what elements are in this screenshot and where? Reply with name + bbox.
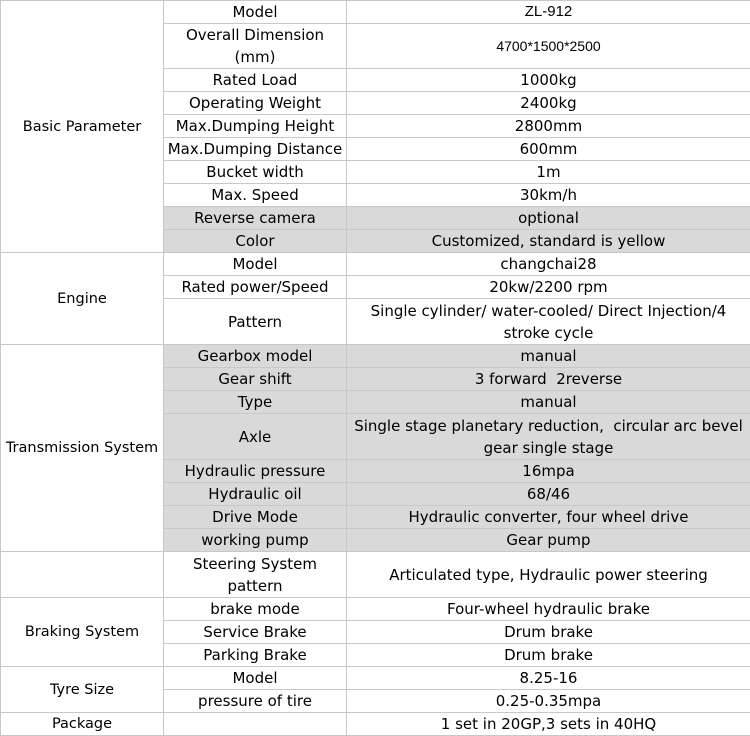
spec-label: Type [164,391,347,414]
table-row [1,552,750,598]
spec-value: 30km/h [347,184,750,207]
spec-value [347,299,750,345]
section-basic-parameter: Basic Parameter [1,1,164,253]
spec-value: Drum brake [347,621,750,644]
section-steering [1,552,164,598]
spec-label: working pump [164,529,347,552]
spec-value: Drum brake [347,644,750,667]
table-row [1,1,750,24]
spec-label [164,552,347,598]
spec-value: 4700*1500*2500 [347,24,750,69]
spec-label: Max.Dumping Height [164,115,347,138]
spec-value: 8.25-16 [347,667,750,690]
spec-label: Pattern [164,299,347,345]
spec-label: Drive Mode [164,506,347,529]
spec-label: Model [164,1,347,24]
spec-label: Overall Dimension (mm) [164,24,347,69]
spec-value: Hydraulic converter, four wheel drive [347,506,750,529]
spec-value-line: Single cylinder/ water-cooled/ Direct Injection/4 [349,300,748,322]
spec-value: 0.25-0.35mpa [347,690,750,713]
spec-value: Gear pump [347,529,750,552]
spec-value-line: gear single stage [349,437,748,459]
spec-label: Rated Load [164,69,347,92]
spec-value: 1 set in 20GP,3 sets in 40HQ [347,713,750,736]
table-row [1,713,750,736]
spec-value: 2400kg [347,92,750,115]
spec-value: manual [347,345,750,368]
spec-label: pressure of tire [164,690,347,713]
spec-label: Service Brake [164,621,347,644]
spec-label-line: pattern [166,575,344,597]
spec-value: 68/46 [347,483,750,506]
spec-label: Operating Weight [164,92,347,115]
spec-value [347,414,750,460]
spec-value: Four-wheel hydraulic brake [347,598,750,621]
spec-label-line: Steering System [166,553,344,575]
spec-value: 3 forward 2reverse [347,368,750,391]
spec-value: ZL-912 [347,1,750,24]
section-engine: Engine [1,253,164,345]
spec-label: Max.Dumping Distance [164,138,347,161]
spec-value: 2800mm [347,115,750,138]
spec-label: Max. Speed [164,184,347,207]
section-package: Package [1,713,164,736]
spec-value: Customized, standard is yellow [347,230,750,253]
spec-label [164,713,347,736]
spec-value: 20kw/2200 rpm [347,276,750,299]
spec-label: Gearbox model [164,345,347,368]
spec-value: 1000kg [347,69,750,92]
spec-value: 1m [347,161,750,184]
spec-label: Hydraulic oil [164,483,347,506]
spec-label: Color [164,230,347,253]
table-row [1,667,750,690]
spec-label: Model [164,667,347,690]
spec-label: Gear shift [164,368,347,391]
spec-value: changchai28 [347,253,750,276]
spec-label: brake mode [164,598,347,621]
spec-label: Axle [164,414,347,460]
spec-label: Bucket width [164,161,347,184]
spec-label: Rated power/Speed [164,276,347,299]
spec-value-line: Single stage planetary reduction, circular arc bevel [349,415,748,437]
table-row [1,253,750,276]
section-braking-system: Braking System [1,598,164,667]
spec-value: manual [347,391,750,414]
spec-label: Hydraulic pressure [164,460,347,483]
table-row [1,598,750,621]
spec-label: Model [164,253,347,276]
spec-value-line: stroke cycle [349,322,748,344]
spec-value: optional [347,207,750,230]
section-tyre-size: Tyre Size [1,667,164,713]
spec-value: 600mm [347,138,750,161]
section-transmission-system: Transmission System [1,345,164,552]
spec-value: 16mpa [347,460,750,483]
spec-label: Parking Brake [164,644,347,667]
spec-label: Reverse camera [164,207,347,230]
spec-value: Articulated type, Hydraulic power steering [347,552,750,598]
table-row [1,345,750,368]
